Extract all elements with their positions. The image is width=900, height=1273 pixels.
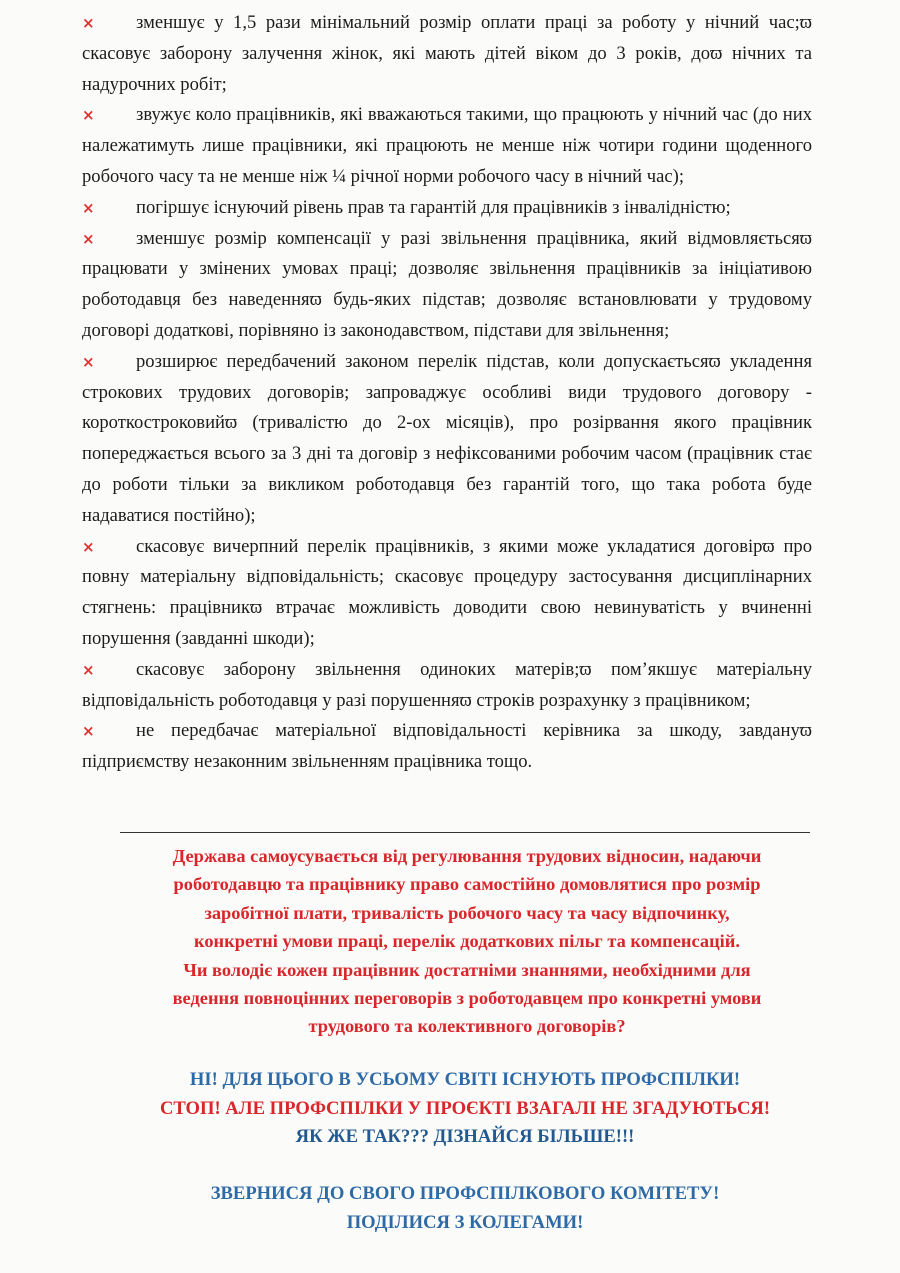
list-item bbox=[82, 347, 812, 532]
call-to-action bbox=[70, 1180, 860, 1237]
list-item-text: звужує коло працівників, які вважаються такими, що працюють у нічний час (до них належатимуть лише працівники, які працюють не менше ніж чотири години щоденного робочого часу та не менше ніж ¼ річної норми робочого часу в нічний час); bbox=[82, 104, 812, 187]
list-item-text: скасовує вичерпний перелік працівників, з якими може укладатися договірϖ про повну матеріальну відповідальність; скасовує процедуру застосування дисциплінарних стягнень: працівникϖ втрачає можливість доводити свою невинуватість у вчиненні порушення (завданні шкоди); bbox=[82, 535, 812, 649]
list-item bbox=[82, 655, 812, 717]
warning-line: Чи володіє кожен працівник достатніми знаннями, необхідними для bbox=[183, 959, 751, 980]
list-item bbox=[82, 224, 812, 347]
warning-line: Держава самоусувається від регулювання трудових відносин, надаючи bbox=[172, 846, 762, 866]
list-item-text: зменшує розмір компенсації у разі звільнення працівника, який відмовляєтьсяϖ працювати у змінених умовах праці; дозволяє звільнення працівників за ініціативою роботодавця без наведенняϖ будь-яких підстав; дозволяє встановлювати у трудовому договорі додаткові, порівняно із законодавством, підстави для звільнення; bbox=[82, 227, 812, 341]
callout-line-1: НІ! ДЛЯ ЦЬОГО В УСЬОМУ СВІТІ ІСНУЮТЬ ПРОФСПІЛКИ! bbox=[189, 1069, 741, 1090]
list-item bbox=[82, 532, 812, 655]
list-item bbox=[82, 8, 812, 100]
bullet-list bbox=[82, 8, 812, 778]
list-item-text: не передбачає матеріальної відповідальності керівника за шкоду, завдануϖ підприємству незаконним звільненням працівника тощо. bbox=[82, 720, 812, 773]
warning-line: заробітної плати, тривалість робочого часу та часу відпочинку, bbox=[204, 902, 730, 923]
list-item-text: скасовує заборону звільнення одиноких матерів;ϖ пом’якшує матеріальну відповідальність роботодавця у разі порушенняϖ строків розрахунку з працівником; bbox=[82, 658, 812, 711]
callout-line-2: СТОП! АЛЕ ПРОФСПІЛКИ У ПРОЄКТІ ВЗАГАЛІ НЕ ЗГАДУЮТЬСЯ! bbox=[159, 1097, 771, 1119]
warning-line: трудового та колективного договорів? bbox=[308, 1016, 626, 1037]
cross-bullet-icon: × bbox=[82, 229, 95, 248]
list-item bbox=[82, 716, 812, 778]
list-item-text: зменшує у 1,5 рази мінімальний розмір оплати праці за роботу у нічний час;ϖ скасовує заборону залучення жінок, які мають дітей віком до 3 років, доϖ нічних та надурочних робіт; bbox=[82, 12, 812, 95]
list-item bbox=[82, 100, 812, 192]
cross-bullet-icon: × bbox=[82, 537, 95, 556]
cross-bullet-icon: × bbox=[82, 106, 95, 125]
warning-line: конкретні умови праці, перелік додаткових пільг та компенсацій. bbox=[193, 931, 740, 952]
cross-bullet-icon: × bbox=[82, 14, 95, 32]
callout-block bbox=[70, 1066, 860, 1152]
warning-line: ведення повноцінних переговорів з роботодавцем про конкретні умови bbox=[172, 988, 762, 1009]
callout-line-3: ЯК ЖЕ ТАК??? ДІЗНАЙСЯ БІЛЬШЕ!!! bbox=[295, 1126, 635, 1147]
cta-line-1: ЗВЕРНИСЯ ДО СВОГО ПРОФСПІЛКОВОГО КОМІТЕТУ! bbox=[210, 1183, 720, 1204]
list-item-text: розширює передбачений законом перелік підстав, коли допускаєтьсяϖ укладення строкових трудових договорів; запроваджує особливі види трудового договору - короткостроковийϖ (тривалістю до 2-ох місяців), про розірвання якого працівник попереджається всього за 3 дні та договір з нефіксованими робочим часом (працівник стає до роботи тільки за викликом роботодавця без гарантій того, що така робота буде надаватися постійно); bbox=[82, 350, 812, 526]
cta-line-2: ПОДІЛИСЯ З КОЛЕГАМИ! bbox=[346, 1211, 584, 1233]
cross-bullet-icon: × bbox=[82, 352, 95, 371]
divider-line bbox=[120, 832, 810, 833]
warning-paragraph bbox=[82, 842, 852, 1041]
warning-line: роботодавцю та працівнику право самостійно домовлятися про розмір bbox=[173, 874, 761, 895]
cross-bullet-icon: × bbox=[82, 198, 95, 217]
cross-bullet-icon: × bbox=[82, 722, 95, 741]
cross-bullet-icon: × bbox=[82, 660, 95, 679]
list-item bbox=[82, 193, 812, 224]
list-item-text: погіршує існуючий рівень прав та гарантій для працівників з інвалідністю; bbox=[136, 196, 731, 218]
